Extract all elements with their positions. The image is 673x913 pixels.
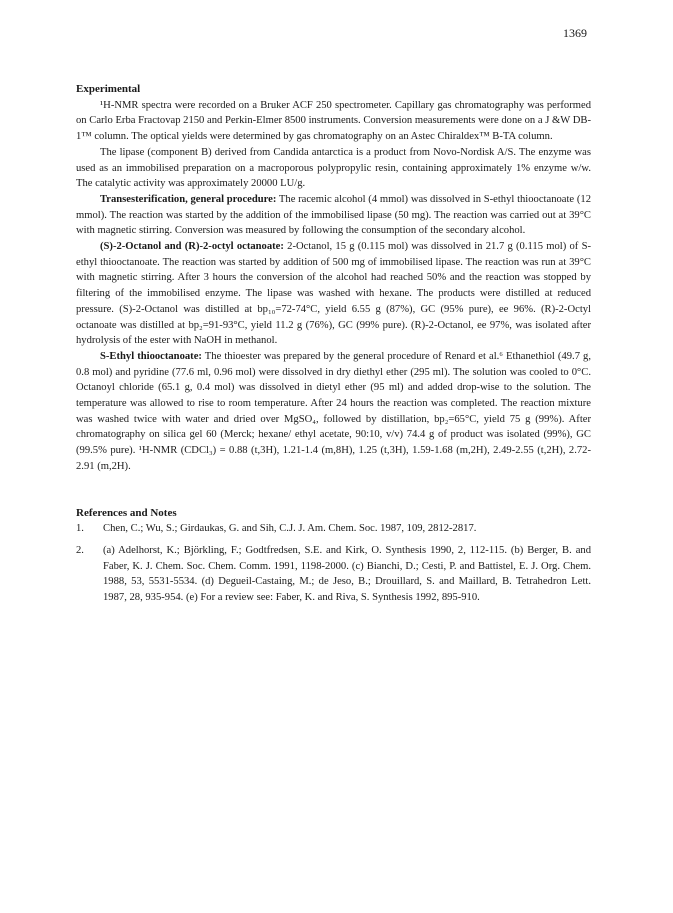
paragraph-thiooctanoate (76, 349, 591, 475)
page-number: 1369 (563, 26, 587, 40)
thiooctanoate-text: The thioester was prepared by the general procedure of Renard et al.⁶ Ethanethiol (49.7 g, 0.8 mol) and pyridine (77.6 ml, 0.96 mol) were dissolved in dry diethyl ether (295 ml). The solution was cooled to 0°C. Octanoyl chloride (65.1 g, 0.4 mol) was dissolved in dietyl ether (95 ml) and added drop-wise to the solution. The temperature was allowed to rise to room temperature. After 24 hours the reaction was completed. The reaction mixture was washed twice with water and dried over MgSO₄, followed by distillation, bp₂=65°C, yield 75 g (99%). After chromatography on silica gel 60 (Merck; hexane/ ethyl acetate, 90:10, v/v) 74.4 g of product was isolated (99%), GC (99.5% pure). ¹H-NMR (CDCl₃) = 0.88 (t,3H), 1.21-1.4 (m,8H), 1.25 (t,3H), 1.59-1.68 (m,2H), 2.49-2.55 (t,2H), 2.72-2.91 (m,2H). (76, 350, 591, 472)
octanol-text: 2-Octanol, 15 g (0.115 mol) was dissolved in 21.7 g (0.115 mol) of S-ethyl thiooctanoate. The reaction was started by addition of 500 mg of immobilised lipase. The reaction was run at 39°C with magnetic stirring. After 3 hours the conversion of the alcohol had reached 50% and the reaction was stopped by filtering of the immobilised enzyme. The lipase was washed with hexane. The products were distilled at reduced pressure. (S)-2-Octanol was distilled at bp₁₀=72-74°C, yield 6.55 g (87%), GC (95% pure), ee 96%. (R)-2-Octyl octanoate was distilled at bp₂=91-93°C, yield 11.2 g (76%), GC (99% pure). (R)-2-Octanol, ee 97%, was isolated after hydrolysis of the ester with NaOH in methanol. (76, 241, 591, 347)
reference-number: 1. (76, 523, 84, 535)
transesterification-heading: Transesterification, general procedure: (100, 193, 277, 205)
experimental-heading: Experimental (76, 83, 141, 95)
paragraph-octanol (76, 239, 591, 349)
paragraph-instruments: ¹H-NMR spectra were recorded on a Bruker ACF 250 spectrometer. Capillary gas chromatography was performed on Carlo Erba Fractovap 2150 and Perkin-Elmer 8500 instruments. Conversion measurements were done on a J &W DB-1™ column. The optical yields were determined by gas chromatography on an Astec Chiraldex™ B-TA column. (76, 99, 591, 143)
octanol-heading: (S)-2-Octanol and (R)-2-octyl octanoate: (100, 241, 284, 253)
page-body (76, 82, 591, 606)
reference-item (76, 521, 591, 537)
references-heading: References and Notes (76, 506, 177, 519)
reference-item (76, 543, 591, 606)
paragraph-transesterification (76, 192, 591, 239)
reference-text: Chen, C.; Wu, S.; Girdaukas, G. and Sih, C.J. J. Am. Chem. Soc. 1987, 109, 2812-2817. (103, 523, 477, 535)
transesterification-text: The racemic alcohol (4 mmol) was dissolved in S-ethyl thiooctanoate (12 mmol). The reaction was started by the addition of the immobilised lipase (50 mg). The reaction was carried out at 39°C with magnetic stirring. Conversion was measured by following the consumption of the secondary alcohol. (76, 193, 591, 237)
thiooctanoate-heading: S-Ethyl thiooctanoate: (100, 350, 202, 362)
paragraph-lipase: The lipase (component B) derived from Candida antarctica is a product from Novo-Nordisk A/S. The enzyme was used as an immobilised preparation on a macroporous polypropylic resin, containing approximately 1% enzyme w/w. The catalytic activity was approximately 20000 LU/g. (76, 146, 591, 190)
reference-text: (a) Adelhorst, K.; Björkling, F.; Godtfredsen, S.E. and Kirk, O. Synthesis 1990, 2, 112-115. (b) Berger, B. and Faber, K. J. Chem. Soc. Chem. Comm. 1991, 1198-2000. (c) Bianchi, D.; Cesti, P. and Battistel, E. J. Org. Chem. 1988, 53, 5531-5534. (d) Degueil-Castaing, M.; de Jeso, B.; Drouillard, S. and Maillard, B. Tetrahedron Lett. 1987, 28, 935-954. (e) For a review see: Faber, K. and Riva, S. Synthesis 1992, 895-910. (103, 544, 591, 604)
reference-number: 2. (76, 544, 84, 556)
